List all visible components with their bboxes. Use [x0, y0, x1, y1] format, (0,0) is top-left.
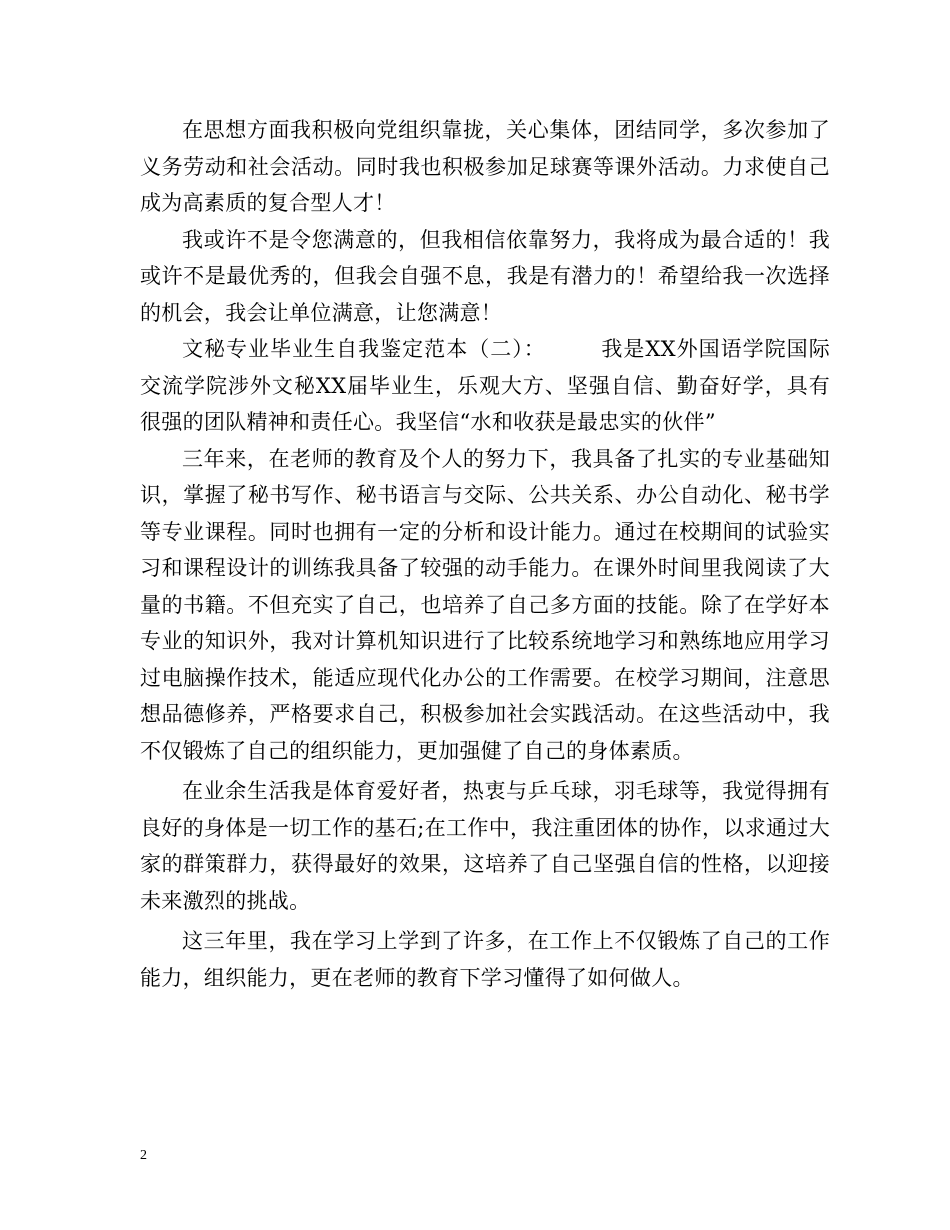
paragraph-conclusion: 这三年里，我在学习上学到了许多，在工作上不仅锻炼了自己的工作能力，组织能力，更在老师的教育下学习懂得了如何做人。 — [140, 929, 830, 990]
document-body — [140, 112, 830, 996]
paragraph-potential: 我或许不是令您满意的，但我相信依靠努力，我将成为最合适的！我或许不是最优秀的，但我会自强不息，我是有潜力的！希望给我一次选择的机会，我会让单位满意，让您满意！ — [140, 227, 830, 325]
paragraph-sample-two-intro: 文秘专业毕业生自我鉴定范本（二）： 我是XX外国语学院国际交流学院涉外文秘XX届毕业生，乐观大方、坚强自信、勤奋好学，具有很强的团队精神和责任心。我坚信“水和收获是最忠实的伙伴” — [140, 337, 830, 434]
paragraph-leisure: 在业余生活我是体育爱好者，热衷与乒乓球，羽毛球等，我觉得拥有良好的身体是一切工作的基石;在工作中，我注重团体的协作，以求通过大家的群策群力，获得最好的效果，这培养了自己坚强自信的性格，以迎接未来激烈的挑战。 — [140, 779, 830, 913]
page-number: 2 — [140, 1148, 147, 1163]
paragraph-ideology: 在思想方面我积极向党组织靠拢，关心集体，团结同学，多次参加了义务劳动和社会活动。同时我也积极参加足球赛等课外活动。力求使自己成为高素质的复合型人才！ — [140, 118, 830, 215]
paragraph-three-years-study: 三年来，在老师的教育及个人的努力下，我具备了扎实的专业基础知识，掌握了秘书写作、秘书语言与交际、公共关系、办公自动化、秘书学等专业课程。同时也拥有一定的分析和设计能力。通过在校期间的试验实习和课程设计的训练我具备了较强的动手能力。在课外时间里我阅读了大量的书籍。不但充实了自己，也培养了自己多方面的技能。除了在学好本专业的知识外，我对计算机知识进行了比较系统地学习和熟练地应用学习过电脑操作技术，能适应现代化办公的工作需要。在校学习期间，注意思想品德修养，严格要求自己，积极参加社会实践活动。在这些活动中，我不仅锻炼了自己的组织能力，更加强健了自己的身体素质。 — [140, 446, 830, 763]
